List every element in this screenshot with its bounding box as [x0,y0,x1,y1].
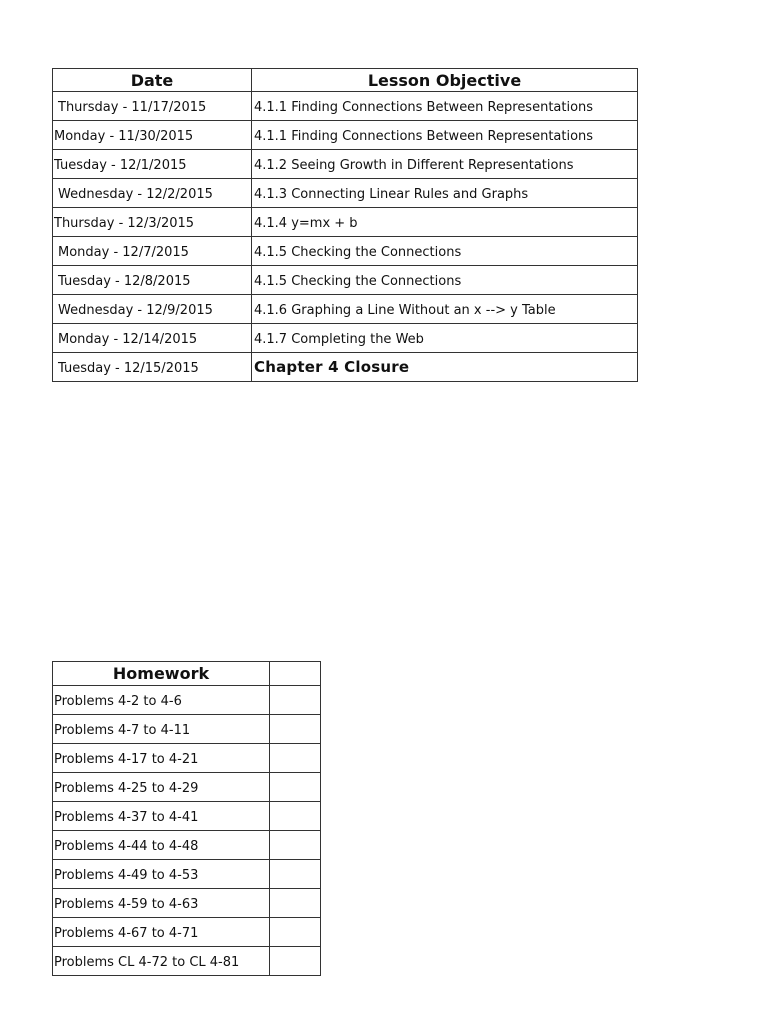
blank-cell [270,831,321,860]
table-row [53,324,638,353]
lesson-date-cell: Wednesday - 12/9/2015 [53,295,252,324]
table-row [53,889,321,918]
lesson-date-cell: Thursday - 11/17/2015 [53,92,252,121]
homework-table-header-row [53,662,321,686]
homework-cell: Problems 4-49 to 4-53 [53,860,270,889]
lesson-objective-cell: 4.1.3 Connecting Linear Rules and Graphs [252,179,638,208]
lesson-date-cell: Monday - 11/30/2015 [53,121,252,150]
lesson-objective-cell: 4.1.7 Completing the Web [252,324,638,353]
lesson-objective-cell: 4.1.2 Seeing Growth in Different Representations [252,150,638,179]
table-row [53,918,321,947]
homework-cell: Problems 4-59 to 4-63 [53,889,270,918]
table-row [53,686,321,715]
table-row [53,860,321,889]
table-row [53,353,638,382]
homework-column-header: Homework [53,662,270,686]
lesson-objective-cell: 4.1.5 Checking the Connections [252,266,638,295]
table-row [53,208,638,237]
objective-column-header: Lesson Objective [252,69,638,92]
homework-cell: Problems 4-67 to 4-71 [53,918,270,947]
blank-cell [270,802,321,831]
table-row [53,121,638,150]
table-row [53,150,638,179]
table-row [53,237,638,266]
table-row [53,715,321,744]
table-row [53,773,321,802]
homework-cell: Problems 4-7 to 4-11 [53,715,270,744]
homework-cell: Problems 4-17 to 4-21 [53,744,270,773]
homework-cell: Problems 4-44 to 4-48 [53,831,270,860]
table-row [53,947,321,976]
blank-cell [270,947,321,976]
blank-cell [270,773,321,802]
lesson-objective-cell: Chapter 4 Closure [252,353,638,382]
lesson-objective-cell: 4.1.4 y=mx + b [252,208,638,237]
lesson-date-cell: Thursday - 12/3/2015 [53,208,252,237]
blank-cell [270,889,321,918]
table-row [53,266,638,295]
lesson-table-header-row [53,69,638,92]
table-row [53,802,321,831]
table-row [53,179,638,208]
lesson-date-cell: Wednesday - 12/2/2015 [53,179,252,208]
blank-cell [270,686,321,715]
blank-cell [270,918,321,947]
date-column-header: Date [53,69,252,92]
blank-cell [270,744,321,773]
lesson-objective-cell: 4.1.1 Finding Connections Between Representations [252,121,638,150]
blank-cell [270,860,321,889]
blank-column-header [270,662,321,686]
table-row [53,744,321,773]
lesson-date-cell: Monday - 12/14/2015 [53,324,252,353]
lesson-objective-cell: 4.1.6 Graphing a Line Without an x --> y Table [252,295,638,324]
blank-cell [270,715,321,744]
lesson-date-cell: Monday - 12/7/2015 [53,237,252,266]
table-row [53,295,638,324]
lesson-date-cell: Tuesday - 12/15/2015 [53,353,252,382]
lesson-objective-cell: 4.1.1 Finding Connections Between Representations [252,92,638,121]
homework-cell: Problems CL 4-72 to CL 4-81 [53,947,270,976]
homework-cell: Problems 4-37 to 4-41 [53,802,270,831]
homework-table [52,661,321,976]
homework-cell: Problems 4-2 to 4-6 [53,686,270,715]
homework-cell: Problems 4-25 to 4-29 [53,773,270,802]
lesson-schedule-table [52,68,638,382]
lesson-date-cell: Tuesday - 12/1/2015 [53,150,252,179]
table-row [53,92,638,121]
table-row [53,831,321,860]
lesson-date-cell: Tuesday - 12/8/2015 [53,266,252,295]
lesson-objective-cell: 4.1.5 Checking the Connections [252,237,638,266]
